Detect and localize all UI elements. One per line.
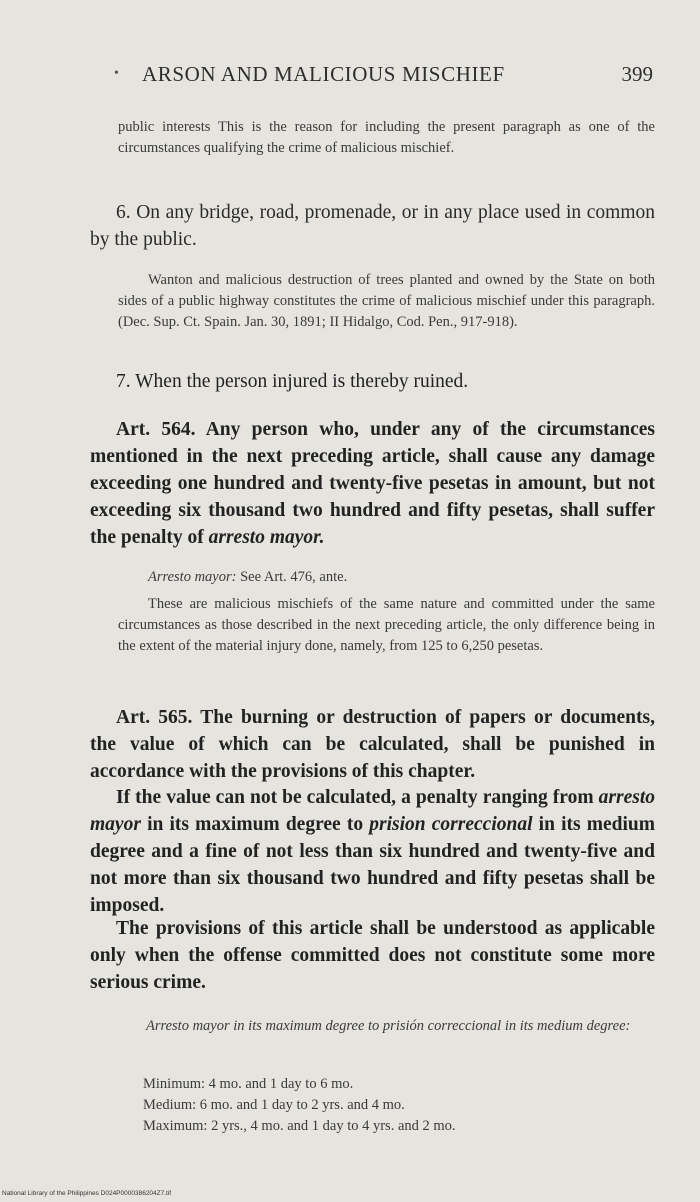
penalty-maximum: Maximum: 2 yrs., 4 mo. and 1 day to 4 yrs. and 2 mo. [143, 1118, 456, 1134]
italic-term: arresto mayor [90, 787, 655, 835]
article-564-text: Art. 564. Any person who, under any of the circumstances mentioned in the next preceding article, shall cause any damage exceeding one hundred and twenty-five pesetas in amount, but not exceeding six thousand two hundred and fifty pesetas, shall suffer the penalty of [90, 419, 655, 548]
penalty-list [143, 1074, 655, 1137]
article-564 [90, 416, 655, 551]
text-part: in its maximum degree to [140, 814, 370, 835]
header-bullet: • [114, 66, 119, 81]
running-header [112, 62, 657, 92]
note-reference: See Art. 476, ante. [236, 569, 348, 585]
paragraph-6: 6. On any bridge, road, promenade, or in any place used in common by the public. [90, 202, 655, 250]
commentary-article-564: These are malicious mischiefs of the same nature and committed under the same circumstances as those described in the next preceding article, the only difference being in the extent of the material injury done, namely, from 125 to 6,250 pesetas. [118, 596, 655, 654]
article-564-note [148, 567, 655, 588]
paragraph-7: 7. When the person injured is thereby ruined. [116, 371, 469, 392]
penalty-medium: Medium: 6 mo. and 1 day to 2 yrs. and 4 mo. [143, 1097, 405, 1113]
scan-footer: National Library of the Philippines D024P0000386204Z7.tif [2, 1190, 172, 1197]
italic-term: prision correccional [369, 814, 533, 835]
article-565: Art. 565. The burning or destruction of papers or documents, the value of which can be calculated, shall be punished in accordance with the provisions of this chapter. [90, 707, 655, 782]
text-part: If the value can not be calculated, a penalty ranging from [116, 787, 599, 808]
article-565-third-paragraph: The provisions of this article shall be understood as applicable only when the offense committed does not constitute some more serious crime. [90, 918, 655, 993]
commentary-paragraph-6: Wanton and malicious destruction of trees planted and owned by the State on both sides of a public highway constitutes the crime of malicious mischief under this paragraph. (Dec. Sup. Ct. Spain. Jan. 30, 1891; II Hidalgo, Cod. Pen., 917-918). [118, 272, 655, 330]
penalty-heading: Arresto mayor in its maximum degree to prisión correccional in its medium degree: [146, 1018, 631, 1034]
note-term: Arresto mayor: [148, 569, 237, 585]
text-part: in its medium degree and a fine of not less than six hundred and twenty-five and not more than six thousand two hundred and fifty pesetas shall be imposed. [90, 814, 655, 916]
running-title: ARSON AND MALICIOUS MISCHIEF [142, 62, 505, 86]
article-564-penalty: arresto mayor. [208, 527, 325, 548]
article-565-second-paragraph [90, 784, 655, 919]
penalty-minimum: Minimum: 4 mo. and 1 day to 6 mo. [143, 1076, 354, 1092]
commentary-continuation: public interests This is the reason for including the present paragraph as one of the circumstances qualifying the crime of malicious mischief. [118, 119, 655, 156]
page-number: 399 [621, 62, 653, 86]
